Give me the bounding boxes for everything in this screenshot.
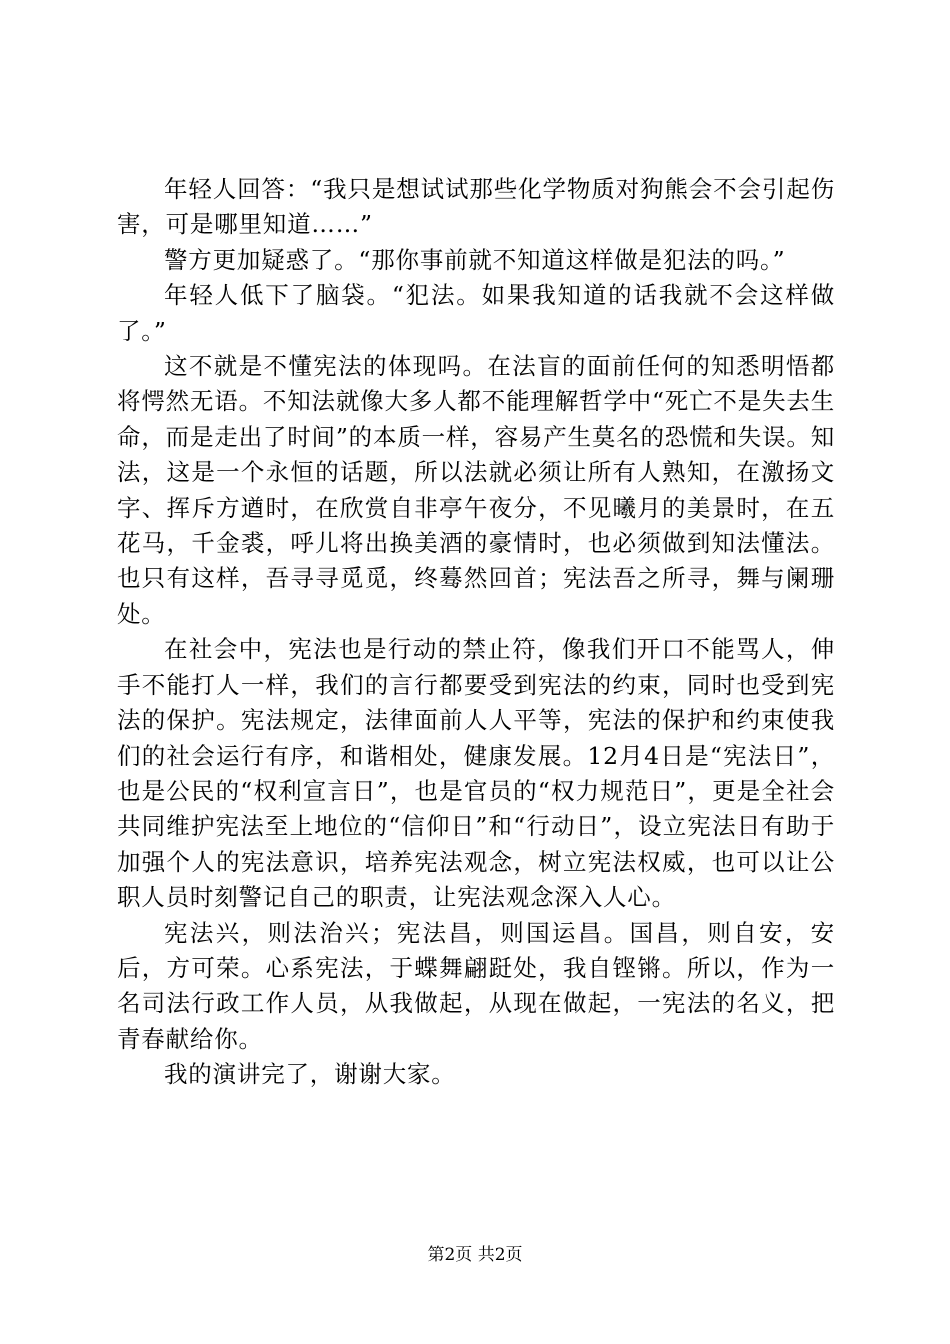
page-number-footer: 第2页 共2页 (427, 1245, 523, 1265)
paragraph: 在社会中，宪法也是行动的禁止符，像我们开口不能骂人，伸手不能打人一样，我们的言行都要受到宪法的约束，同时也受到宪法的保护。宪法规定，法律面前人人平等，宪法的保护和约束使我们的社会运行有序，和谐相处，健康发展。12月4日是“宪法日”，也是公民的“权利宣言日”，也是官员的“权力规范日”，更是全社会共同维护宪法至上地位的“信仰日”和“行动日”，设立宪法日有助于加强个人的宪法意识，培养宪法观念，树立宪法权威，也可以让公职人员时刻警记自己的职责，让宪法观念深入人心。 (117, 635, 835, 912)
paragraph: 年轻人回答：“我只是想试试那些化学物质对狗熊会不会引起伤害，可是哪里知道……” (117, 175, 835, 239)
paragraph: 警方更加疑惑了。“那你事前就不知道这样做是犯法的吗。” (164, 245, 786, 274)
document-body (117, 172, 835, 1093)
paragraph: 宪法兴，则法治兴；宪法昌，则国运昌。国昌，则自安，安后，方可荣。心系宪法，于蝶舞翩跹处，我自铿锵。所以，作为一名司法行政工作人员，从我做起，从现在做起，一宪法的名义，把青春献给你。 (117, 918, 835, 1053)
paragraph: 这不就是不懂宪法的体现吗。在法盲的面前任何的知悉明悟都将愕然无语。不知法就像大多人都不能理解哲学中“死亡不是失去生命，而是走出了时间”的本质一样，容易产生莫名的恐慌和失误。知法，这是一个永恒的话题，所以法就必须让所有人熟知，在激扬文字、挥斥方遒时，在欣赏自非亭午夜分，不见曦月的美景时，在五花马，千金裘，呼儿将出换美酒的豪情时，也必须做到知法懂法。也只有这样，吾寻寻觅觅，终蓦然回首；宪法吾之所寻，舞与阑珊处。 (117, 352, 835, 628)
paragraph: 我的演讲完了，谢谢大家。 (164, 1060, 456, 1089)
paragraph: 年轻人低下了脑袋。“犯法。如果我知道的话我就不会这样做了。” (117, 281, 835, 345)
